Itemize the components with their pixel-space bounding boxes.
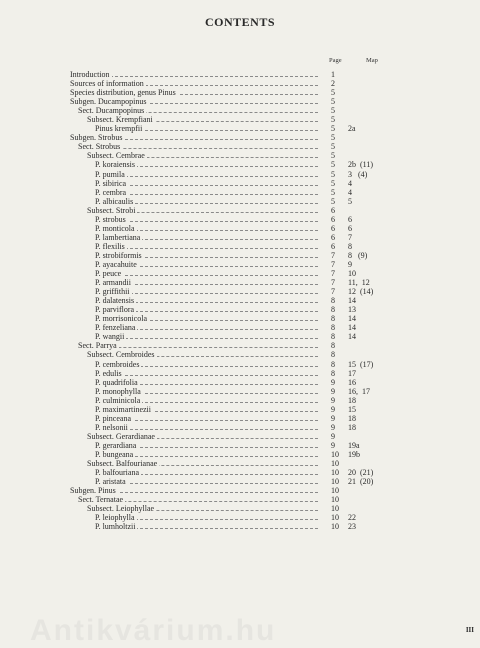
toc-entry-map: 10 <box>348 269 356 279</box>
toc-entry <box>0 513 480 522</box>
toc-entry-page: 8 <box>331 350 335 360</box>
toc-entry-page: 6 <box>331 232 335 242</box>
toc-entry <box>0 88 480 97</box>
toc-entry-label: Sect. Ternatae <box>78 495 124 505</box>
toc-entry-text-area <box>78 142 318 151</box>
toc-entry-label: Sect. Ducampopinus <box>78 106 145 116</box>
toc-entry-text-area <box>95 269 318 278</box>
toc-entry-text-area <box>95 242 318 251</box>
toc-entry-text-area <box>95 305 318 314</box>
toc-entry-page: 7 <box>331 269 335 279</box>
toc-entry <box>0 468 480 477</box>
toc-entry-page: 7 <box>331 278 335 288</box>
toc-entry <box>0 423 480 432</box>
toc-entry-text-area <box>95 179 318 188</box>
toc-entry-text-area <box>95 160 318 169</box>
toc-entry-page: 6 <box>331 223 335 233</box>
toc-entry-label: P. lumholtzii <box>95 522 136 532</box>
toc-entry-text-area <box>87 459 318 468</box>
toc-entry-label: P. wangii <box>95 332 125 342</box>
page-column-header: Page <box>329 57 342 64</box>
toc-entry-page: 9 <box>331 395 335 405</box>
toc-entry-label: Subsect. Gerardianae <box>87 431 155 441</box>
table-of-contents <box>0 70 480 531</box>
toc-entry-label: P. gerardiana <box>95 440 137 450</box>
toc-entry-page: 10 <box>331 495 339 505</box>
toc-entry-page: 9 <box>331 413 335 423</box>
toc-entry <box>0 450 480 459</box>
toc-entry-label: P. dalatensis <box>95 296 135 306</box>
toc-entry-map: 13 <box>348 305 356 315</box>
toc-entry-label: Subsect. Cembrae <box>87 151 145 161</box>
leader-dots <box>95 221 318 222</box>
toc-entry-text-area <box>95 441 318 450</box>
toc-entry-text-area <box>87 350 318 359</box>
toc-entry-label: P. koraiensis <box>95 160 135 170</box>
toc-entry <box>0 396 480 405</box>
toc-entry-label: P. bungeana <box>95 449 134 459</box>
toc-entry-page: 5 <box>331 106 335 116</box>
page-title: CONTENTS <box>204 15 276 29</box>
toc-entry-page: 10 <box>331 504 339 514</box>
toc-entry-label: P. leiophylla <box>95 513 135 523</box>
toc-entry-text-area <box>70 70 318 79</box>
leader-dots <box>95 375 318 376</box>
toc-entry-text-area <box>78 341 318 350</box>
toc-entry-map: 6 <box>348 214 352 224</box>
toc-entry-page: 6 <box>331 241 335 251</box>
toc-entry <box>0 341 480 350</box>
toc-entry-label: P. albicaulis <box>95 196 134 206</box>
toc-entry <box>0 369 480 378</box>
toc-entry-page: 10 <box>331 522 339 532</box>
toc-entry-label: P. pinceana <box>95 413 131 423</box>
toc-entry-text-area <box>95 405 318 414</box>
toc-entry <box>0 387 480 396</box>
leader-dots <box>95 194 318 195</box>
toc-entry-page: 9 <box>331 386 335 396</box>
toc-entry-text-area <box>95 233 318 242</box>
toc-entry-text-area <box>95 323 318 332</box>
toc-entry <box>0 323 480 332</box>
toc-entry-page: 5 <box>331 97 335 107</box>
toc-entry-label: P. strobiformis <box>95 250 142 260</box>
toc-entry-text-area <box>95 468 318 477</box>
toc-entry-label: P. fenzeliana <box>95 323 136 333</box>
toc-entry-label: Sect. Strobus <box>78 142 121 152</box>
toc-entry-map: 8 <box>348 241 352 251</box>
toc-entry-text-area <box>95 369 318 378</box>
toc-entry-page: 5 <box>331 124 335 134</box>
toc-entry-page: 9 <box>331 422 335 432</box>
toc-entry-label: P. quadrifolia <box>95 377 138 387</box>
leader-dots <box>95 338 318 339</box>
toc-entry-page: 5 <box>331 151 335 161</box>
toc-entry-map: 16, 17 <box>348 386 370 396</box>
leader-dots <box>95 185 318 186</box>
toc-entry <box>0 70 480 79</box>
toc-entry-text-area <box>95 522 318 531</box>
toc-entry-page: 7 <box>331 259 335 269</box>
toc-entry <box>0 124 480 133</box>
toc-entry-label: P. culminicola <box>95 395 141 405</box>
toc-entry-text-area <box>95 314 318 323</box>
toc-entry-page: 5 <box>331 196 335 206</box>
toc-entry-page: 8 <box>331 314 335 324</box>
toc-entry-page: 6 <box>331 205 335 215</box>
leader-dots <box>95 248 318 249</box>
toc-entry-page: 6 <box>331 214 335 224</box>
toc-entry <box>0 432 480 441</box>
toc-entry-map: 5 <box>348 196 352 206</box>
toc-entry <box>0 215 480 224</box>
toc-entry-label: Pinus krempfii <box>95 124 143 134</box>
toc-entry-map: 14 <box>348 323 356 333</box>
toc-entry <box>0 197 480 206</box>
toc-entry-page: 8 <box>331 296 335 306</box>
toc-entry-text-area <box>95 287 318 296</box>
toc-entry <box>0 459 480 468</box>
toc-entry-text-area <box>95 260 318 269</box>
toc-entry-text-area <box>95 360 318 369</box>
toc-entry <box>0 305 480 314</box>
toc-entry-map: 23 <box>348 522 356 532</box>
toc-entry-map: 4 <box>348 178 352 188</box>
toc-entry-text-area <box>78 106 318 115</box>
toc-entry-text-area <box>95 124 318 133</box>
toc-entry-text-area <box>95 378 318 387</box>
toc-entry-map: 17 <box>348 368 356 378</box>
toc-entry-text-area <box>95 224 318 233</box>
toc-entry-page: 9 <box>331 404 335 414</box>
toc-entry-page: 9 <box>331 440 335 450</box>
toc-entry <box>0 260 480 269</box>
toc-entry-page: 2 <box>331 79 335 89</box>
toc-entry-text-area <box>95 197 318 206</box>
toc-entry <box>0 188 480 197</box>
toc-entry <box>0 287 480 296</box>
toc-entry-page: 10 <box>331 459 339 469</box>
toc-entry-page: 5 <box>331 133 335 143</box>
toc-entry-text-area <box>70 97 318 106</box>
toc-entry-label: Subsect. Balfourianae <box>87 459 158 469</box>
leader-dots <box>95 176 318 177</box>
toc-entry-label: Sources of information <box>70 79 144 89</box>
toc-entry <box>0 378 480 387</box>
toc-entry <box>0 106 480 115</box>
toc-entry-map: 15 <box>348 404 356 414</box>
toc-entry-label: P. monophylla <box>95 386 141 396</box>
toc-entry <box>0 206 480 215</box>
leader-dots <box>95 275 318 276</box>
toc-entry <box>0 486 480 495</box>
toc-entry-text-area <box>95 251 318 260</box>
toc-entry-label: P. armandii <box>95 278 131 288</box>
toc-entry-text-area <box>70 133 318 142</box>
toc-entry-label: P. strobus <box>95 214 126 224</box>
toc-entry-label: P. peuce <box>95 269 122 279</box>
toc-entry <box>0 251 480 260</box>
toc-entry-label: P. flexilis <box>95 241 125 251</box>
toc-entry-map: 19b <box>348 449 360 459</box>
toc-entry-page: 9 <box>331 431 335 441</box>
toc-entry-label: Subgen. Pinus <box>70 486 116 496</box>
toc-entry <box>0 133 480 142</box>
toc-entry-text-area <box>70 486 318 495</box>
toc-entry-label: P. sibirica <box>95 178 127 188</box>
toc-entry-label: Subgen. Strobus <box>70 133 123 143</box>
toc-entry-map: 16 <box>348 377 356 387</box>
toc-entry-label: P. edulis <box>95 368 122 378</box>
toc-entry-text-area <box>78 495 318 504</box>
toc-entry-page: 8 <box>331 323 335 333</box>
toc-entry <box>0 179 480 188</box>
toc-entry-label: P. maximartinezii <box>95 404 151 414</box>
map-column-header: Map <box>366 57 378 64</box>
toc-entry-text-area <box>95 387 318 396</box>
toc-entry-map: 2b (11) <box>348 160 374 170</box>
toc-entry-label: Species distribution, genus Pinus <box>70 88 176 98</box>
toc-entry-page: 10 <box>331 468 339 478</box>
leader-dots <box>95 483 318 484</box>
toc-entry-map: 14 <box>348 296 356 306</box>
toc-entry-text-area <box>95 188 318 197</box>
toc-entry-text-area <box>95 450 318 459</box>
toc-entry-map: 12 (14) <box>348 287 374 297</box>
toc-entry-label: Subgen. Ducampopinus <box>70 97 147 107</box>
toc-entry-map: 18 <box>348 395 356 405</box>
toc-entry-label: P. lambertiana <box>95 232 141 242</box>
toc-entry-page: 1 <box>331 70 335 79</box>
toc-entry <box>0 495 480 504</box>
toc-entry-text-area <box>87 432 318 441</box>
toc-entry-label: P. pumila <box>95 169 125 179</box>
toc-entry-map: 4 <box>348 187 352 197</box>
toc-entry-map: 18 <box>348 422 356 432</box>
toc-entry <box>0 97 480 106</box>
toc-entry-label: Subsect. Krempfiani <box>87 115 153 125</box>
toc-entry-map: 14 <box>348 314 356 324</box>
toc-entry <box>0 350 480 359</box>
toc-entry-page: 5 <box>331 142 335 152</box>
toc-entry <box>0 441 480 450</box>
toc-entry <box>0 160 480 169</box>
toc-entry <box>0 504 480 513</box>
toc-entry-text-area <box>70 88 318 97</box>
toc-entry-label: Subsect. Strobi <box>87 205 136 215</box>
toc-entry-text-area <box>87 206 318 215</box>
toc-entry <box>0 405 480 414</box>
toc-entry-page: 10 <box>331 477 339 487</box>
toc-entry-text-area <box>95 477 318 486</box>
toc-entry-page: 5 <box>331 88 335 98</box>
toc-entry-label: P. morrisonicola <box>95 314 147 324</box>
toc-entry-label: P. griffithii <box>95 287 130 297</box>
toc-entry <box>0 115 480 124</box>
toc-entry <box>0 233 480 242</box>
toc-entry-map: 20 (21) <box>348 468 374 478</box>
toc-entry-page: 7 <box>331 250 335 260</box>
toc-entry <box>0 332 480 341</box>
toc-entry-map: 7 <box>348 232 352 242</box>
toc-entry <box>0 151 480 160</box>
toc-entry-text-area <box>87 151 318 160</box>
toc-entry-page: 8 <box>331 341 335 351</box>
toc-entry <box>0 242 480 251</box>
toc-entry-text-area <box>95 423 318 432</box>
toc-entry-map: 15 (17) <box>348 359 374 369</box>
toc-entry-map: 21 (20) <box>348 477 374 487</box>
toc-entry-text-area <box>95 170 318 179</box>
toc-entry <box>0 522 480 531</box>
toc-entry <box>0 414 480 423</box>
toc-entry <box>0 296 480 305</box>
toc-entry <box>0 314 480 323</box>
toc-entry-map: 6 <box>348 223 352 233</box>
toc-entry-label: P. monticola <box>95 223 135 233</box>
toc-entry <box>0 477 480 486</box>
toc-entry-page: 10 <box>331 486 339 496</box>
toc-entry-text-area <box>70 79 318 88</box>
toc-entry-label: P. cembra <box>95 187 127 197</box>
toc-entry <box>0 360 480 369</box>
toc-entry-map: 18 <box>348 413 356 423</box>
toc-entry-text-area <box>87 504 318 513</box>
toc-entry-text-area <box>95 332 318 341</box>
toc-entry-page: 10 <box>331 449 339 459</box>
toc-entry-page: 5 <box>331 160 335 170</box>
toc-entry-label: Introduction <box>70 70 110 79</box>
toc-entry-page: 5 <box>331 187 335 197</box>
toc-entry-text-area <box>95 396 318 405</box>
toc-entry-text-area <box>87 115 318 124</box>
toc-entry-label: P. nelsonii <box>95 422 128 432</box>
watermark: Antikvárium.hu <box>30 614 277 647</box>
toc-entry <box>0 79 480 88</box>
toc-entry-map: 22 <box>348 513 356 523</box>
toc-entry <box>0 142 480 151</box>
toc-entry-label: P. balfouriana <box>95 468 139 478</box>
toc-entry-map: 14 <box>348 332 356 342</box>
toc-entry-map: 2a <box>348 124 356 134</box>
toc-entry-text-area <box>95 278 318 287</box>
toc-entry-label: Subsect. Leiophyllae <box>87 504 155 514</box>
toc-entry-page: 8 <box>331 332 335 342</box>
toc-entry <box>0 269 480 278</box>
toc-entry-page: 10 <box>331 513 339 523</box>
toc-entry-text-area <box>95 513 318 522</box>
toc-entry-page: 8 <box>331 368 335 378</box>
toc-entry-label: P. ayacahuite <box>95 259 137 269</box>
page-number-footer: III <box>465 626 474 634</box>
toc-entry-page: 9 <box>331 377 335 387</box>
toc-entry-map: 19a <box>348 440 360 450</box>
toc-entry-page: 5 <box>331 115 335 125</box>
toc-entry-label: Subsect. Cembroides <box>87 350 155 360</box>
toc-entry-page: 5 <box>331 169 335 179</box>
toc-entry-text-area <box>95 414 318 423</box>
toc-entry-label: P. aristata <box>95 477 126 487</box>
toc-entry-page: 8 <box>331 305 335 315</box>
toc-entry-map: 8 (9) <box>348 250 368 260</box>
toc-entry-text-area <box>95 296 318 305</box>
toc-entry-page: 8 <box>331 359 335 369</box>
toc-entry-label: P. cembroides <box>95 359 140 369</box>
toc-entry-map: 11, 12 <box>348 278 370 288</box>
toc-entry-map: 3 (4) <box>348 169 368 179</box>
toc-entry-text-area <box>95 215 318 224</box>
toc-entry <box>0 170 480 179</box>
toc-entry-label: P. parviflora <box>95 305 135 315</box>
toc-entry-page: 7 <box>331 287 335 297</box>
toc-entry-label: Sect. Parrya <box>78 341 117 351</box>
toc-entry-map: 9 <box>348 259 352 269</box>
toc-entry <box>0 278 480 287</box>
toc-entry <box>0 224 480 233</box>
toc-entry-page: 5 <box>331 178 335 188</box>
